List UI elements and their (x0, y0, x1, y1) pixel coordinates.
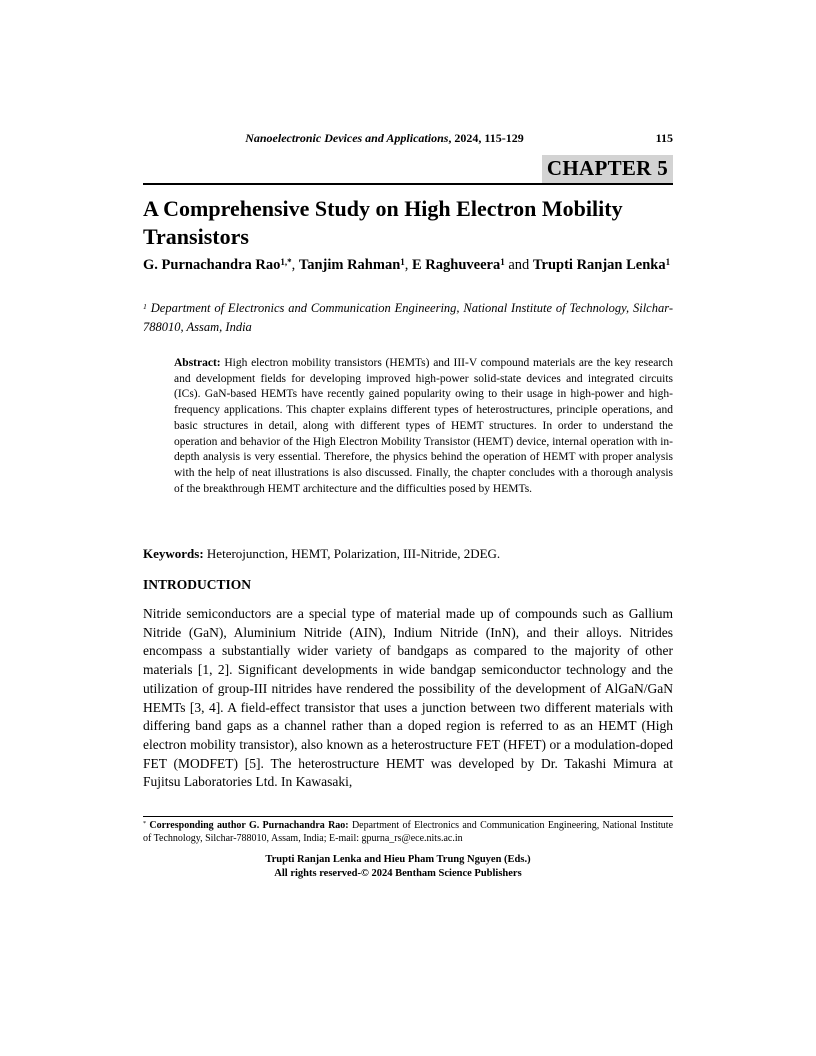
journal-citation (143, 131, 626, 146)
author-separator: and (504, 257, 533, 273)
introduction-paragraph: Nitride semiconductors are a special type of material made up of compounds such as Gallium Nitride (GaN), Aluminium Nitride (AIN), Indium Nitride (InN), and their alloys. Nitrides encompass a substantially wider variety of bandgaps as compared to the majority of other materials [1, 2]. Significant developments in wide bandgap semiconductor technology and the utilization of group-III nitrides have rendered the possibility of the development of AlGaN/GaN HEMTs [3, 4]. A field-effect transistor that uses a junction between two different materials with differing band gaps as a channel rather than a doped region is referred to as an HEMT (High electron mobility transistor), also known as a heterostructure FET (HFET) or a modulation-doped FET (MODFET) [5]. The heterostructure HEMT was developed by Dr. Takashi Mimura at Fujitsu Laboratories Ltd. In Kawasaki, (143, 606, 673, 790)
copyright-line: All rights reserved-© 2024 Bentham Science Publishers (274, 867, 522, 879)
section-heading-introduction: INTRODUCTION (143, 577, 252, 592)
affiliation-line (143, 299, 673, 336)
editors-line: Trupti Ranjan Lenka and Hieu Pham Trung Nguyen (Eds.) (265, 854, 531, 865)
author-name: G. Purnachandra Rao (143, 257, 281, 273)
header-rule (143, 183, 673, 185)
author-affiliation-marker: 1 (665, 256, 671, 267)
affiliation-text: Department of Electronics and Communication Engineering, National Institute of Technology, Silchar-788010, Assam, India (143, 301, 673, 334)
keywords-text: Heterojunction, HEMT, Polarization, III-Nitride, 2DEG. (203, 546, 501, 561)
page-number: 115 (655, 131, 673, 145)
page-footer (133, 853, 663, 880)
chapter-badge: CHAPTER 5 (542, 155, 673, 183)
abstract-label: Abstract: (174, 357, 221, 369)
author-separator: , (291, 257, 299, 273)
abstract-text: High electron mobility transistors (HEMTs) and III-V compound materials are the key research and development fields for developing improved high-power solid-state devices and integrated circuits (ICs). GaN-based HEMTs have recently gained popularity owing to their usage in high-power and high-frequency applications. This chapter explains different types of heterostructures, principle operations, and basic structures in detail, along with different types of HEMT structures. In order to understand the operation and behavior of the High Electron Mobility Transistor (HEMT) device, internal operation with in-depth analysis is very essential. Therefore, the physics behind the operation of HEMT with proper analysis with the help of neat illustrations is also discussed. Finally, the chapter concludes with a thorough analysis of the breakthrough HEMT architecture and the difficulties posed by HEMTs. (174, 357, 673, 495)
affiliation-marker: 1 (143, 301, 147, 311)
running-header (143, 131, 673, 147)
journal-issue-pages: , 2024, 115-129 (448, 131, 524, 145)
author-separator: , (404, 257, 413, 273)
journal-title: Nanoelectronic Devices and Applications (245, 131, 449, 145)
author-affiliation-marker: 1 (500, 256, 505, 267)
footnote-marker: * (143, 820, 147, 828)
chapter-badge-row (143, 155, 673, 183)
keywords-line (143, 545, 673, 562)
corresponding-author-footnote (143, 820, 673, 846)
corresponding-author-label: Corresponding author G. Purnachandra Rao: (146, 820, 349, 831)
footnote-text: Department of Electronics and Communication Engineering, National Institute of Technology, Silchar-788010, Assam, India; E-mail: gpurna_rs@ece.nits.ac.in (143, 820, 674, 844)
author-name: Trupti Ranjan Lenka (532, 257, 666, 273)
author-affiliation-marker: 1,* (280, 256, 292, 267)
abstract-paragraph (174, 356, 673, 497)
keywords-label: Keywords: (143, 546, 204, 561)
footnote-divider (143, 816, 673, 817)
author-affiliation-marker: 1 (400, 256, 405, 267)
chapter-title: A Comprehensive Study on High Electron Mobility Transistors (143, 196, 623, 249)
author-name: Tanjim Rahman (298, 257, 401, 273)
authors-line (143, 255, 673, 276)
author-name: E Raghuveera (412, 257, 501, 273)
